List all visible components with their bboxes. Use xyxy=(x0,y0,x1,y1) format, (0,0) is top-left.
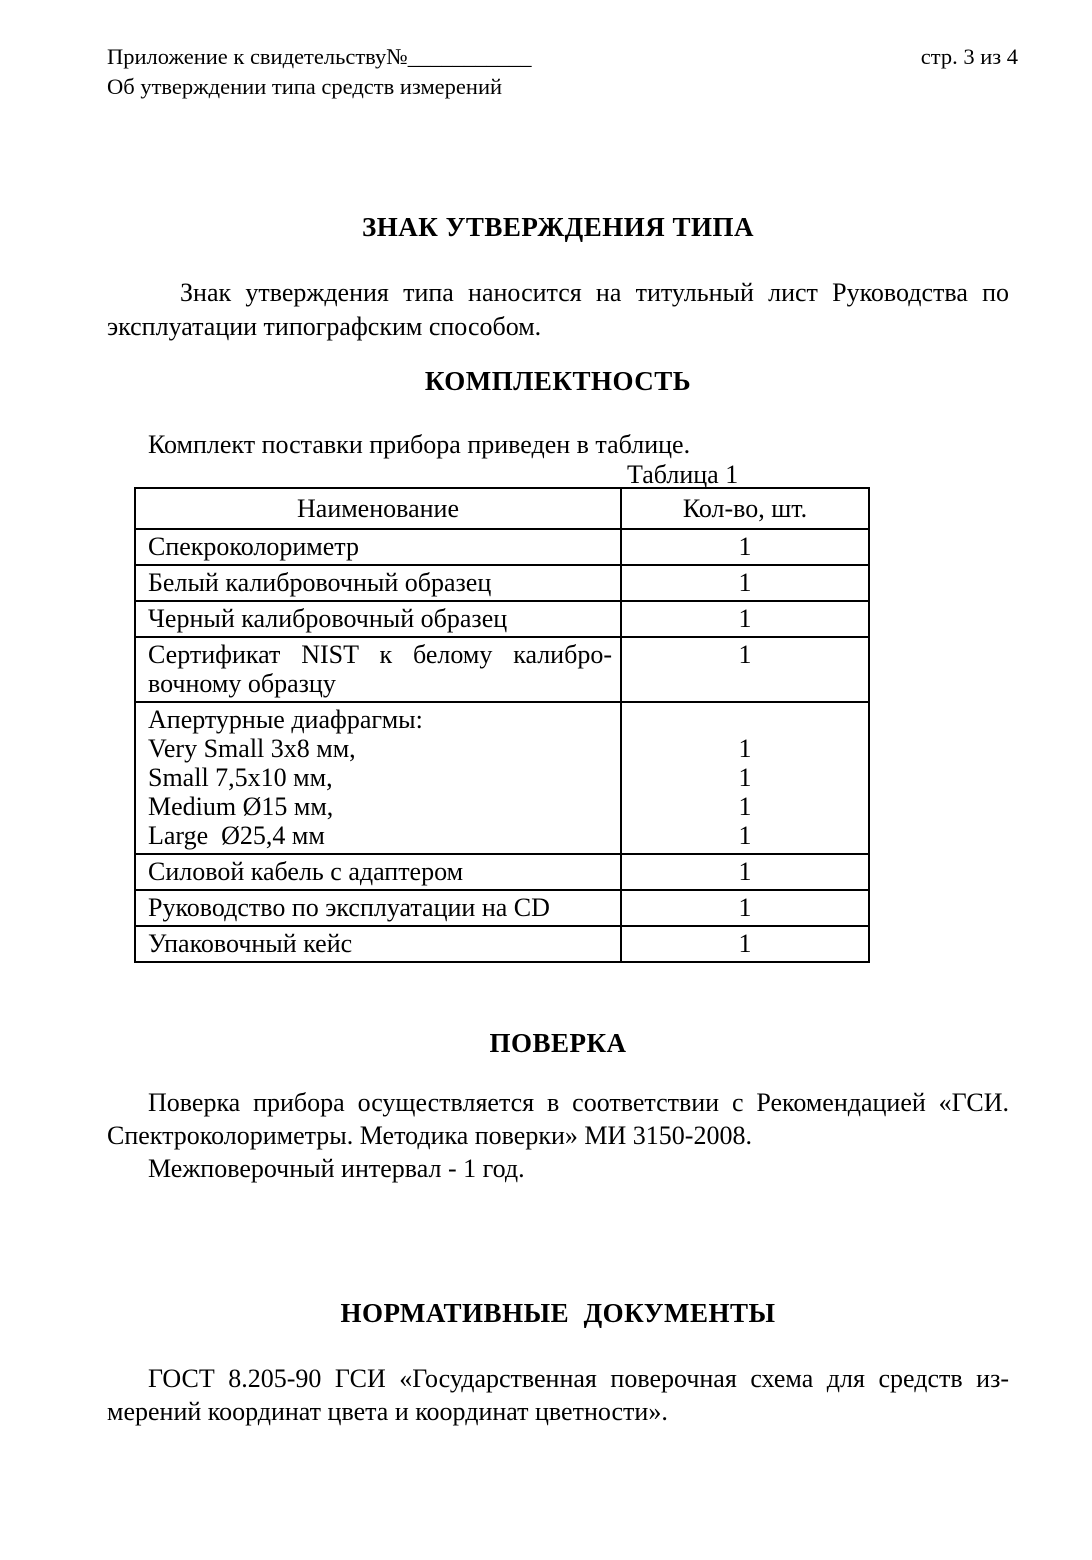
item-name-cell: Руководство по эксплуатации на CD xyxy=(135,890,621,926)
column-header-name: Наименование xyxy=(135,488,621,529)
header-appendix-line: Приложение к свидетельству№___________ xyxy=(107,44,532,69)
item-name-line: Апертурные диафрагмы: xyxy=(148,705,423,734)
section-title-normative-documents: НОРМАТИВНЫЕ ДОКУМЕНТЫ xyxy=(340,1298,776,1328)
header-approval-line: Об утверждении типа средств измерений xyxy=(107,74,503,99)
item-qty-line xyxy=(626,705,864,734)
item-qty-line: 1 xyxy=(738,821,752,850)
section-title-type-approval-mark: ЗНАК УТВЕРЖДЕНИЯ ТИПА xyxy=(361,212,754,242)
item-name-cell: Черный калибровочный образец xyxy=(135,601,621,637)
table-row xyxy=(135,702,869,854)
column-header-qty: Кол-во, шт. xyxy=(621,488,869,529)
section-title-completeness: КОМПЛЕКТНОСТЬ xyxy=(424,366,692,396)
item-name-line: вочному образцу xyxy=(148,669,336,698)
delivery-kit-table xyxy=(134,487,870,963)
table-row xyxy=(135,890,869,926)
page-number: стр. 3 из 4 xyxy=(920,44,1018,69)
document-header xyxy=(107,42,807,102)
item-name-line: Very Small 3x8 мм, xyxy=(148,734,356,763)
item-name-line: Medium Ø15 мм, xyxy=(148,792,334,821)
item-qty-cell: 1 xyxy=(621,529,869,565)
paragraph-line: ГОСТ 8.205-90 ГСИ «Государственная поверочная схема для средств из- xyxy=(148,1364,1009,1393)
table-row xyxy=(135,854,869,890)
item-qty-cell: 1 xyxy=(621,601,869,637)
item-name-cell: Силовой кабель с адаптером xyxy=(135,854,621,890)
table-row xyxy=(135,601,869,637)
table-row xyxy=(135,926,869,962)
table-row xyxy=(135,565,869,601)
paragraph-line: мерений координат цвета и координат цветности». xyxy=(107,1397,668,1426)
item-name-cell: Упаковочный кейс xyxy=(135,926,621,962)
item-qty-cell: 1 xyxy=(621,637,869,702)
table-row xyxy=(135,637,869,702)
paragraph-line: эксплуатации типографским способом. xyxy=(107,312,542,341)
paragraph-line: Спектроколориметры. Методика поверки» МИ 3150-2008. xyxy=(107,1121,752,1150)
item-qty-cell: 1 xyxy=(621,926,869,962)
table-header-row xyxy=(135,488,869,529)
section-title-verification: ПОВЕРКА xyxy=(489,1028,627,1058)
item-name-cell xyxy=(135,637,621,702)
item-qty-line: 1 xyxy=(738,792,752,821)
paragraph-line: Поверка прибора осуществляется в соответствии с Рекомендацией «ГСИ. xyxy=(148,1088,1009,1117)
table-caption: Таблица 1 xyxy=(627,460,739,489)
table-row xyxy=(135,529,869,565)
completeness-intro: Комплект поставки прибора приведен в таблице. xyxy=(148,430,691,459)
verification-interval-paragraph: Межповерочный интервал - 1 год. xyxy=(148,1154,525,1183)
verification-paragraph xyxy=(107,1086,1009,1152)
item-name-line: Сертификат NIST к белому калибро- xyxy=(148,640,612,669)
item-name-cell: Белый калибровочный образец xyxy=(135,565,621,601)
item-name-cell: Спекроколориметр xyxy=(135,529,621,565)
type-approval-paragraph xyxy=(107,276,1009,344)
item-qty-line: 1 xyxy=(738,734,752,763)
item-name-cell xyxy=(135,702,621,854)
item-name-line: Small 7,5x10 мм, xyxy=(148,763,333,792)
item-qty-line: 1 xyxy=(738,763,752,792)
item-name-line: Large Ø25,4 мм xyxy=(148,821,325,850)
item-qty-cell: 1 xyxy=(621,854,869,890)
item-qty-cell xyxy=(621,702,869,854)
item-qty-cell: 1 xyxy=(621,565,869,601)
item-qty-cell: 1 xyxy=(621,890,869,926)
normative-paragraph xyxy=(107,1362,1009,1428)
paragraph-line: Знак утверждения типа наносится на титульный лист Руководства по xyxy=(180,278,1009,307)
